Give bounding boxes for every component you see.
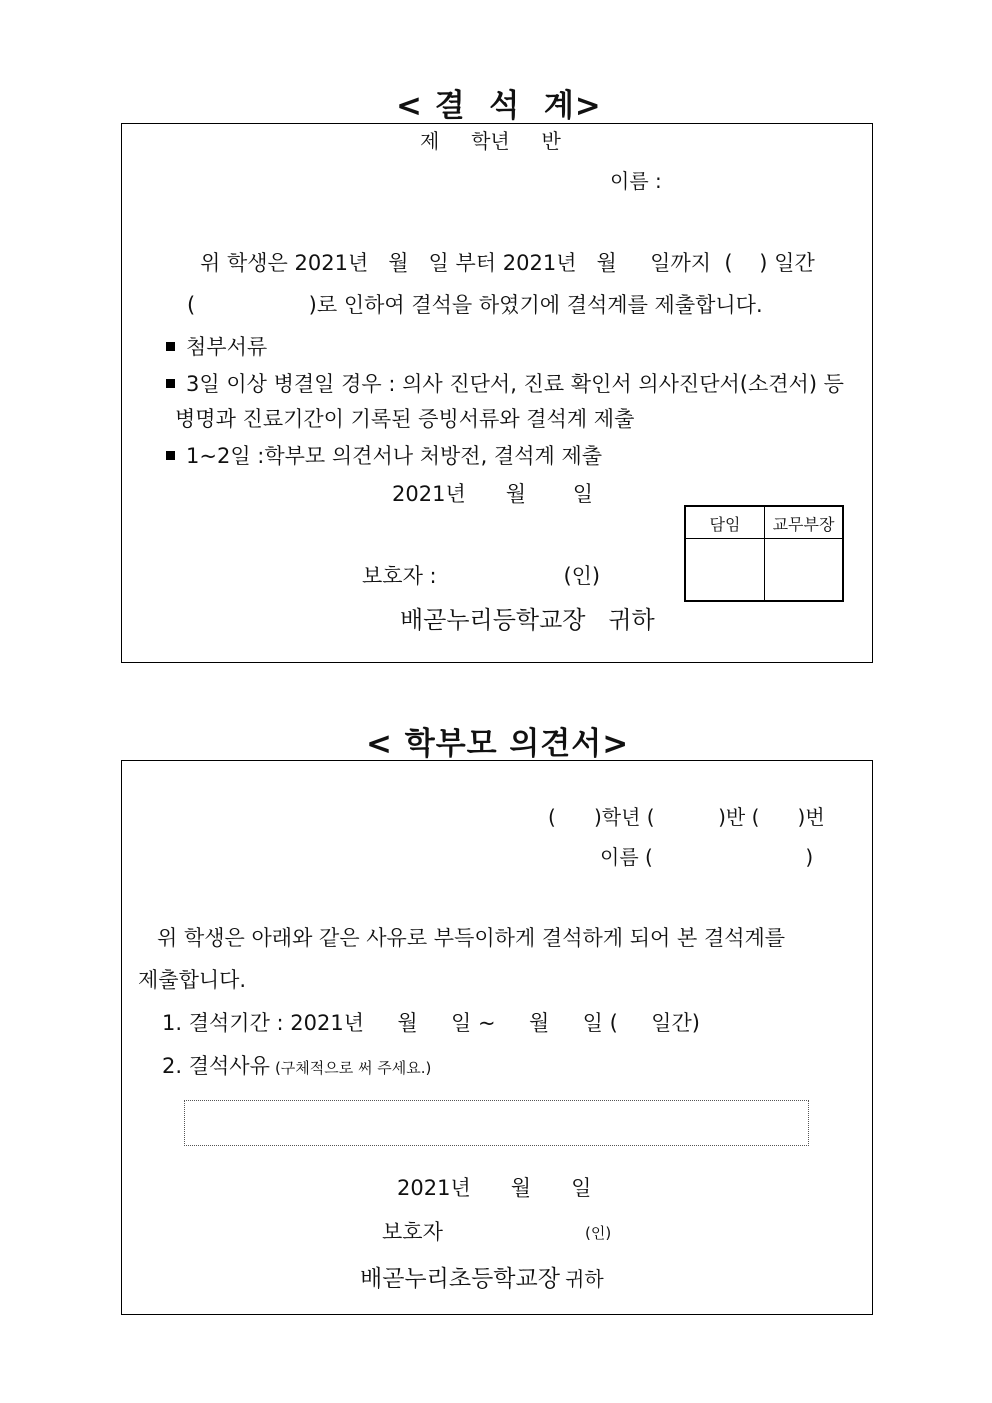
bullet-attachments-label: 첨부서류 [186,335,268,359]
bullet-attachments [166,331,267,361]
approval-homeroom-header: 담임 [709,515,741,534]
parent-recipient-suffix: 귀하 [565,1267,604,1291]
parent-date-line: 2021년 월 일 [397,1176,592,1200]
absence-body-line1: 위 학생은 2021년 월 일 부터 2021년 월 일까지 ( ) 일간 [200,251,815,275]
bullet-short-absence-label: 1~2일 :학부모 의견서나 처방전, 결석계 제출 [186,444,603,468]
absence-reason-item [162,1050,431,1080]
parent-name-line: 이름 ( ) [600,845,814,869]
square-bullet-icon [166,379,175,388]
name-label: 이름 : [610,169,662,193]
parent-recipient [360,1260,604,1293]
parent-guardian-label: 보호자 [382,1220,443,1244]
grade-class-line: 제 학년 반 [420,129,561,153]
absence-recipient: 배곧누리등학교장 귀하 [400,606,655,634]
bullet-illness-continued: 병명과 진료기간이 기록된 증빙서류와 결석계 제출 [175,407,635,431]
absence-body-line2: ( )로 인하여 결석을 하였기에 결석계를 제출합니다. [187,293,763,317]
parent-body-line2: 제출합니다. [138,968,247,992]
parent-seal-mark: (인) [585,1224,612,1242]
bullet-short-absence [166,440,602,470]
parent-class-line: ( )학년 ( )반 ( )번 [548,805,825,829]
parent-body-line1: 위 학생은 아래와 같은 사유로 부득이하게 결석하게 되어 본 결석계를 [157,926,786,950]
absence-period-item: 1. 결석기간 : 2021년 월 일 ~ 월 일 ( 일간) [162,1011,700,1035]
bullet-illness-label: 3일 이상 병결일 경우 : 의사 진단서, 진료 확인서 의사진단서(소견서) 등 [186,372,844,396]
absence-form-title: < 결 석 계> [396,88,602,124]
parent-opinion-title: < 학부모 의견서> [366,726,630,762]
parent-recipient-name: 배곧누리초등학교장 [360,1266,560,1292]
approval-table [684,505,844,602]
absence-reason-input[interactable] [184,1100,809,1146]
square-bullet-icon [166,342,175,351]
absence-reason-note: (구체적으로 써 주세요.) [274,1059,432,1077]
absence-date-line: 2021년 월 일 [392,482,594,506]
approval-academic-head-header: 교무부장 [772,515,835,534]
absence-guardian-line: 보호자 : (인) [362,564,601,588]
bullet-illness [166,368,844,398]
square-bullet-icon [166,451,175,460]
absence-reason-label: 2. 결석사유 [162,1054,270,1078]
